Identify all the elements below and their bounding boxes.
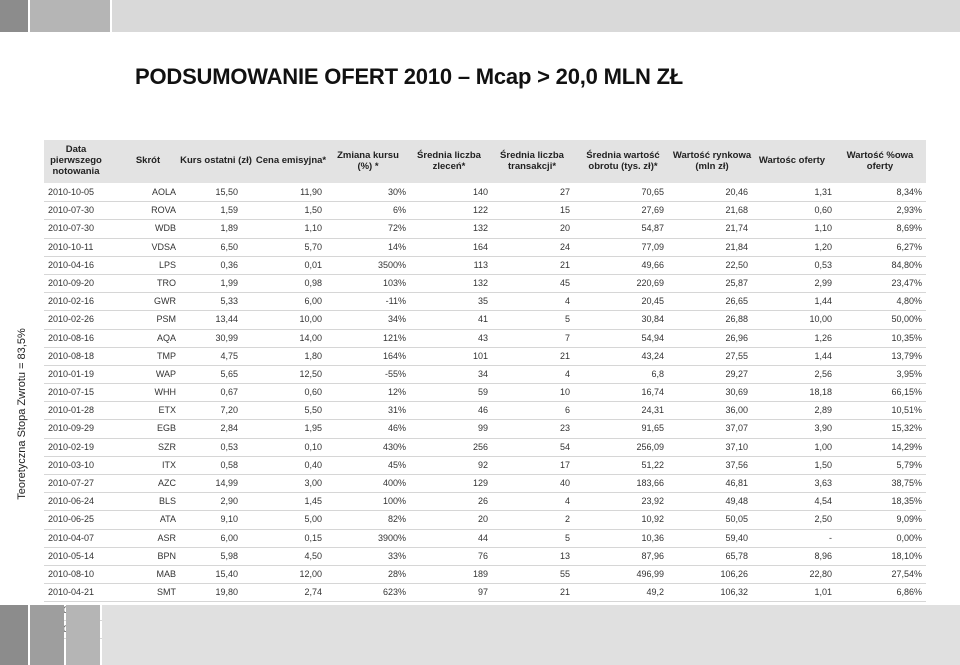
table-row: [44, 566, 926, 584]
market-value-cell: 21,74: [725, 223, 748, 234]
issue-price-cell: 3,00: [304, 478, 322, 488]
last-price-cell: 0,53: [220, 441, 238, 452]
avg-orders-cell: 164: [472, 241, 488, 252]
table-row: [44, 348, 926, 366]
offer-value-cell: 10,00: [809, 314, 832, 325]
first-listing-date-cell: 2010-01-19: [48, 368, 95, 379]
first-listing-date-cell: 2010-08-18: [48, 350, 95, 361]
issue-price-cell: 0,15: [304, 532, 322, 543]
ticker-cell: BLS: [158, 496, 176, 507]
avg-transactions-cell: 15: [559, 205, 570, 216]
table-row: [44, 275, 926, 293]
last-price-cell: 0,36: [220, 259, 238, 270]
market-value-cell: 27,55: [725, 350, 748, 361]
first-listing-date-cell: 2010-09-20: [48, 277, 95, 288]
offer-value-cell: 4,54: [814, 496, 832, 507]
avg-transactions-cell: 21: [559, 259, 570, 270]
table-row: [44, 584, 926, 602]
return-rate-label: Teoretyczna Stopa Zwrotu = 83,5%: [16, 328, 28, 500]
avg-transactions-cell: 54: [559, 441, 570, 452]
market-value-cell: 46,81: [725, 478, 748, 488]
avg-orders-cell: 113: [473, 259, 488, 270]
avg-turnover-cell: 20,45: [641, 296, 664, 307]
last-price-cell: 0,67: [220, 387, 238, 398]
issue-price-cell: 0,10: [304, 441, 322, 452]
market-value-cell: 26,96: [725, 332, 748, 343]
avg-transactions-cell: 55: [559, 568, 570, 579]
table-row: [44, 530, 926, 548]
price-change-cell: 45%: [387, 459, 406, 470]
offer-value-cell: 1,31: [814, 187, 832, 197]
first-listing-date-cell: 2010-02-26: [48, 314, 95, 325]
avg-turnover-cell: 77,09: [641, 241, 664, 252]
ticker-cell: ETX: [158, 405, 176, 416]
issue-price-cell: 12,50: [299, 368, 322, 379]
avg-orders-cell: 34: [477, 368, 488, 379]
price-change-cell: 6%: [392, 205, 406, 216]
table-row: [44, 220, 926, 238]
avg-orders-cell: 132: [472, 277, 488, 288]
avg-orders-cell: 140: [472, 187, 488, 197]
offer-value-cell: 18,18: [809, 387, 832, 398]
first-listing-date-cell: 2010-01-28: [48, 405, 95, 416]
avg-transactions-cell: 2: [564, 514, 570, 525]
avg-orders-cell: 46: [477, 405, 488, 416]
avg-transactions-cell: 45: [559, 277, 570, 288]
market-value-cell: 65,78: [725, 550, 748, 561]
avg-turnover-cell: 70,65: [641, 187, 664, 197]
price-change-cell: 28%: [387, 568, 406, 579]
avg-turnover-cell: 10,36: [641, 532, 664, 543]
issue-price-cell: 5,50: [304, 405, 322, 416]
avg-turnover-cell: 43,24: [641, 350, 664, 361]
avg-turnover-cell: 49,2: [646, 587, 664, 598]
avg-turnover-cell: 91,65: [641, 423, 664, 434]
table-row: [44, 548, 926, 566]
avg-orders-cell: 99: [477, 423, 488, 434]
offer-value-cell: 2,99: [814, 277, 832, 288]
table-row: [44, 330, 926, 348]
market-value-cell: 36,00: [725, 405, 748, 416]
market-value-cell: 29,27: [725, 368, 748, 379]
avg-orders-cell: 97: [477, 587, 488, 598]
offer-percent-cell: 18,35%: [891, 496, 922, 507]
issue-price-cell: 5,00: [304, 514, 322, 525]
last-price-cell: 2,90: [220, 496, 238, 507]
offer-value-cell: 8,96: [814, 550, 832, 561]
avg-transactions-cell: 20: [559, 223, 570, 234]
issue-price-cell: 11,90: [300, 187, 322, 197]
offer-value-cell: 1,26: [814, 332, 832, 343]
offer-percent-cell: 6,86%: [896, 587, 922, 598]
issue-price-cell: 1,10: [304, 223, 322, 234]
avg-orders-cell: 59: [477, 387, 488, 398]
offer-percent-cell: 15,32%: [891, 423, 922, 434]
header-decor-bar: [0, 0, 28, 32]
offer-value-cell: 0,60: [814, 205, 832, 216]
offer-value-cell: 1,00: [814, 441, 832, 452]
avg-transactions-cell: 6: [564, 405, 570, 416]
table-row: [44, 439, 926, 457]
offers-table-body: [44, 184, 926, 639]
offer-value-cell: 1,20: [814, 241, 832, 252]
avg-turnover-cell: 16,74: [641, 387, 664, 398]
first-listing-date-cell: 2010-03-10: [48, 459, 95, 470]
avg-turnover-cell: 256,09: [636, 441, 664, 452]
avg-orders-cell: 132: [472, 223, 488, 234]
first-listing-date-cell: 2010-04-07: [48, 532, 95, 543]
avg-turnover-cell: 87,96: [641, 550, 664, 561]
price-change-cell: -55%: [384, 368, 406, 379]
ticker-cell: AZC: [158, 478, 176, 488]
price-change-cell: 33%: [387, 550, 406, 561]
avg-orders-cell: 26: [477, 496, 488, 507]
offer-percent-cell: 13,79%: [891, 350, 922, 361]
offer-percent-cell: 38,75%: [891, 478, 922, 488]
column-header: Średnia liczba transakcji*: [500, 149, 564, 172]
last-price-cell: 15,50: [215, 187, 238, 197]
avg-transactions-cell: 23: [559, 423, 570, 434]
avg-turnover-cell: 24,31: [641, 405, 664, 416]
ticker-cell: EGB: [156, 423, 176, 434]
table-row: [44, 511, 926, 529]
issue-price-cell: 1,80: [304, 350, 322, 361]
ticker-cell: WHH: [154, 387, 176, 398]
last-price-cell: 7,20: [220, 405, 238, 416]
column-header: Wartość rynkowa (mln zł): [672, 149, 752, 172]
last-price-cell: 6,50: [220, 241, 238, 252]
avg-orders-cell: 101: [472, 350, 488, 361]
offer-value-cell: 1,44: [814, 350, 832, 361]
avg-turnover-cell: 6,8: [651, 368, 664, 379]
column-header: Wartość %owa oferty: [846, 149, 914, 172]
ticker-cell: ASR: [157, 532, 176, 543]
first-listing-date-cell: 2010-07-15: [48, 387, 95, 398]
offer-percent-cell: 8,34%: [896, 187, 922, 197]
avg-orders-cell: 256: [472, 441, 488, 452]
avg-transactions-cell: 17: [559, 459, 570, 470]
table-header: [44, 140, 926, 183]
offer-percent-cell: 3,95%: [896, 368, 922, 379]
offer-percent-cell: 4,80%: [896, 296, 922, 307]
price-change-cell: 12%: [387, 387, 406, 398]
avg-transactions-cell: 21: [559, 587, 570, 598]
ticker-cell: ROVA: [151, 205, 176, 216]
market-value-cell: 21,68: [725, 205, 748, 216]
avg-orders-cell: 122: [472, 205, 488, 216]
avg-transactions-cell: 5: [564, 314, 570, 325]
avg-turnover-cell: 27,69: [641, 205, 664, 216]
offer-percent-cell: 2,93%: [896, 205, 922, 216]
market-value-cell: 106,26: [720, 568, 748, 579]
column-header: Skrót: [135, 155, 161, 167]
avg-orders-cell: 41: [477, 314, 488, 325]
avg-turnover-cell: 220,69: [636, 277, 664, 288]
column-header: Kurs ostatni (zł): [180, 155, 252, 167]
avg-transactions-cell: 5: [564, 532, 570, 543]
first-listing-date-cell: 2010-08-10: [48, 568, 95, 579]
first-listing-date-cell: 2010-07-30: [48, 205, 95, 216]
first-listing-date-cell: 2010-08-16: [48, 332, 95, 343]
footer-decor-bar: [0, 605, 28, 665]
table-row: [44, 384, 926, 402]
market-value-cell: 106,32: [720, 587, 748, 598]
offer-value-cell: 1,01: [814, 587, 832, 598]
ticker-cell: ITX: [161, 459, 176, 470]
offer-percent-cell: 5,79%: [896, 459, 922, 470]
last-price-cell: 9,10: [220, 514, 238, 525]
offer-value-cell: 0,53: [814, 259, 832, 270]
issue-price-cell: 14,00: [299, 332, 322, 343]
header-decor-bar: [30, 0, 110, 32]
price-change-cell: 623%: [382, 587, 406, 598]
price-change-cell: 34%: [387, 314, 406, 325]
last-price-cell: 30,99: [215, 332, 238, 343]
avg-turnover-cell: 54,87: [641, 223, 664, 234]
ticker-cell: WDB: [155, 223, 176, 234]
table-row: [44, 402, 926, 420]
offer-value-cell: 3,63: [814, 478, 832, 488]
issue-price-cell: 1,45: [304, 496, 322, 507]
issue-price-cell: 10,00: [299, 314, 322, 325]
market-value-cell: 37,10: [725, 441, 748, 452]
first-listing-date-cell: 2010-02-19: [48, 441, 95, 452]
price-change-cell: 14%: [387, 241, 406, 252]
table-row: [44, 311, 926, 329]
last-price-cell: 5,98: [220, 550, 238, 561]
last-price-cell: 6,00: [220, 532, 238, 543]
offer-percent-cell: 23,47%: [891, 277, 922, 288]
avg-turnover-cell: 49,66: [641, 259, 664, 270]
avg-transactions-cell: 10: [559, 387, 570, 398]
offer-percent-cell: 18,10%: [891, 550, 922, 561]
last-price-cell: 1,59: [220, 205, 238, 216]
first-listing-date-cell: 2010-07-30: [48, 223, 95, 234]
price-change-cell: 31%: [387, 405, 406, 416]
avg-orders-cell: 44: [477, 532, 488, 543]
market-value-cell: 26,65: [725, 296, 748, 307]
avg-transactions-cell: 4: [564, 296, 570, 307]
avg-transactions-cell: 7: [564, 332, 570, 343]
price-change-cell: 430%: [382, 441, 406, 452]
ticker-cell: BPN: [157, 550, 176, 561]
last-price-cell: 19,80: [215, 587, 238, 598]
avg-transactions-cell: 4: [564, 368, 570, 379]
offer-percent-cell: 10,51%: [891, 405, 922, 416]
avg-orders-cell: 20: [477, 514, 488, 525]
avg-transactions-cell: 24: [559, 241, 570, 252]
table-row: [44, 475, 926, 493]
market-value-cell: 30,69: [725, 387, 748, 398]
last-price-cell: 2,84: [220, 423, 238, 434]
table-row: [44, 239, 926, 257]
column-header: Zmiana kursu (%) *: [337, 149, 399, 172]
price-change-cell: 82%: [387, 514, 406, 525]
price-change-cell: -11%: [385, 296, 406, 307]
market-value-cell: 26,88: [725, 314, 748, 325]
price-change-cell: 100%: [382, 496, 406, 507]
price-change-cell: 72%: [387, 223, 406, 234]
ticker-cell: ATA: [159, 514, 176, 525]
last-price-cell: 5,33: [220, 296, 238, 307]
avg-turnover-cell: 10,92: [641, 514, 664, 525]
avg-turnover-cell: 496,99: [636, 568, 664, 579]
table-row: [44, 493, 926, 511]
ticker-cell: AQA: [156, 332, 176, 343]
offer-value-cell: 2,89: [814, 405, 832, 416]
issue-price-cell: 2,74: [304, 587, 322, 598]
issue-price-cell: 0,01: [304, 259, 322, 270]
last-price-cell: 1,89: [220, 223, 238, 234]
price-change-cell: 3900%: [377, 532, 406, 543]
table-row: [44, 293, 926, 311]
issue-price-cell: 12,00: [299, 568, 322, 579]
footer-decor-bar: [102, 605, 960, 665]
offer-percent-cell: 9,09%: [896, 514, 922, 525]
avg-turnover-cell: 183,66: [636, 478, 664, 488]
last-price-cell: 0,58: [220, 459, 238, 470]
ticker-cell: WAP: [155, 368, 176, 379]
offer-percent-cell: 6,27%: [896, 241, 922, 252]
ticker-cell: PSM: [156, 314, 176, 325]
offer-percent-cell: 0,00%: [896, 532, 922, 543]
offer-percent-cell: 14,29%: [891, 441, 922, 452]
last-price-cell: 15,40: [215, 568, 238, 579]
first-listing-date-cell: 2010-10-11: [48, 241, 94, 252]
offer-value-cell: 1,44: [814, 296, 832, 307]
ticker-cell: GWR: [154, 296, 176, 307]
avg-turnover-cell: 30,84: [641, 314, 664, 325]
footer-decor-bar: [66, 605, 100, 665]
last-price-cell: 5,65: [220, 368, 238, 379]
column-header: Średnia wartość obrotu (tys. zł)*: [586, 149, 660, 172]
offer-percent-cell: 84,80%: [891, 259, 922, 270]
table-row: [44, 457, 926, 475]
price-change-cell: 400%: [382, 478, 406, 488]
avg-orders-cell: 76: [477, 550, 488, 561]
price-change-cell: 164%: [382, 350, 406, 361]
market-value-cell: 20,46: [725, 187, 748, 197]
market-value-cell: 22,50: [725, 259, 748, 270]
avg-transactions-cell: 40: [559, 478, 570, 488]
avg-transactions-cell: 27: [559, 187, 570, 197]
offer-value-cell: 1,50: [814, 459, 832, 470]
offer-percent-cell: 50,00%: [891, 314, 922, 325]
column-header: Data pierwszego notowania: [50, 144, 102, 177]
avg-transactions-cell: 4: [564, 496, 570, 507]
market-value-cell: 49,48: [725, 496, 748, 507]
offer-value-cell: 22,80: [809, 568, 832, 579]
avg-turnover-cell: 23,92: [641, 496, 664, 507]
header-decor-bar: [112, 0, 960, 32]
offer-percent-cell: 8,69%: [896, 223, 922, 234]
first-listing-date-cell: 2010-05-14: [48, 550, 95, 561]
avg-orders-cell: 92: [477, 459, 488, 470]
table-row: [44, 420, 926, 438]
market-value-cell: 59,40: [725, 532, 748, 543]
avg-transactions-cell: 21: [559, 350, 570, 361]
avg-orders-cell: 129: [472, 478, 488, 488]
avg-orders-cell: 35: [477, 296, 488, 307]
avg-orders-cell: 189: [472, 568, 488, 579]
price-change-cell: 46%: [387, 423, 406, 434]
market-value-cell: 21,84: [725, 241, 748, 252]
first-listing-date-cell: 2010-02-16: [48, 296, 95, 307]
first-listing-date-cell: 2010-10-05: [48, 187, 95, 197]
column-header: Cena emisyjna*: [255, 155, 327, 167]
avg-turnover-cell: 54,94: [641, 332, 664, 343]
offer-percent-cell: 27,54%: [891, 568, 922, 579]
footer-decor-bar: [30, 605, 64, 665]
first-listing-date-cell: 2010-04-16: [48, 259, 95, 270]
offer-percent-cell: 66,15%: [891, 387, 922, 398]
last-price-cell: 14,99: [215, 478, 238, 488]
issue-price-cell: 5,70: [304, 241, 322, 252]
first-listing-date-cell: 2010-07-27: [48, 478, 95, 488]
ticker-cell: VDSA: [151, 241, 176, 252]
issue-price-cell: 0,98: [304, 277, 322, 288]
price-change-cell: 103%: [382, 277, 406, 288]
issue-price-cell: 4,50: [304, 550, 322, 561]
price-change-cell: 30%: [387, 187, 406, 197]
last-price-cell: 4,75: [220, 350, 238, 361]
issue-price-cell: 1,95: [304, 423, 322, 434]
last-price-cell: 1,99: [220, 277, 238, 288]
ticker-cell: SMT: [157, 587, 176, 598]
market-value-cell: 37,56: [725, 459, 748, 470]
offer-value-cell: 2,56: [814, 368, 832, 379]
column-header: Średnia liczba zleceń*: [417, 149, 481, 172]
offer-value-cell: -: [829, 532, 832, 543]
offer-value-cell: 3,90: [814, 423, 832, 434]
market-value-cell: 37,07: [725, 423, 748, 434]
ticker-cell: MAB: [156, 568, 176, 579]
column-header: Wartośc oferty: [758, 155, 826, 167]
table-row: [44, 257, 926, 275]
offer-percent-cell: 10,35%: [891, 332, 922, 343]
offer-value-cell: 2,50: [814, 514, 832, 525]
first-listing-date-cell: 2010-09-29: [48, 423, 95, 434]
last-price-cell: 13,44: [215, 314, 238, 325]
issue-price-cell: 6,00: [304, 296, 322, 307]
table-row: [44, 366, 926, 384]
page-title: PODSUMOWANIE OFERT 2010 – Mcap > 20,0 MLN ZŁ: [135, 64, 684, 89]
price-change-cell: 3500%: [377, 259, 406, 270]
market-value-cell: 25,87: [725, 277, 748, 288]
ticker-cell: TMP: [157, 350, 176, 361]
issue-price-cell: 0,60: [304, 387, 322, 398]
avg-turnover-cell: 51,22: [641, 459, 664, 470]
ticker-cell: TRO: [157, 277, 176, 288]
ticker-cell: AOLA: [151, 187, 176, 197]
first-listing-date-cell: 2010-06-25: [48, 514, 95, 525]
market-value-cell: 50,05: [725, 514, 748, 525]
ticker-cell: LPS: [158, 259, 176, 270]
table-row: [44, 184, 926, 202]
avg-orders-cell: 43: [477, 332, 488, 343]
issue-price-cell: 0,40: [304, 459, 322, 470]
ticker-cell: SZR: [158, 441, 176, 452]
price-change-cell: 121%: [382, 332, 406, 343]
issue-price-cell: 1,50: [304, 205, 322, 216]
offer-value-cell: 1,10: [814, 223, 832, 234]
avg-transactions-cell: 13: [559, 550, 570, 561]
table-row: [44, 202, 926, 220]
first-listing-date-cell: 2010-06-24: [48, 496, 95, 507]
first-listing-date-cell: 2010-04-21: [48, 587, 95, 598]
